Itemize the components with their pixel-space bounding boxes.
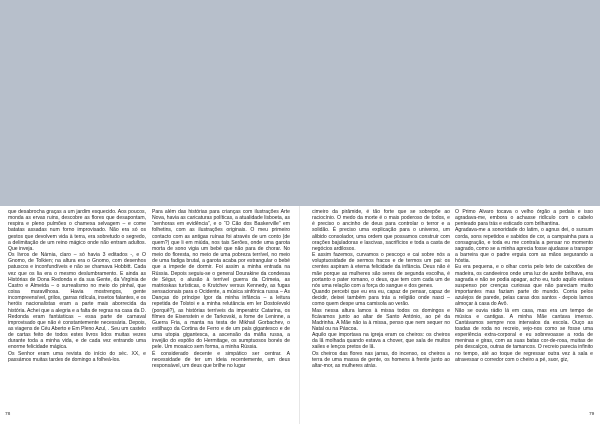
- paragraph: É considerado decente e simpático ser centrar. A necessidade de ter um ideia recentemente, um deus responsável, um deus que brilhe no lugar: [152, 350, 290, 369]
- paragraph: Agradava-me a sonoridade do latim, o agnus dei, o sursum corda, sons repetidos e sabidos de cor, a campainha para a consagração, e toda eu me contraía a pensar no momento sagrado, como se a minha aprecia fosse ajudasse a transpor a barreira que o padre erguia com as mãos segurando a hóstia.: [455, 227, 593, 265]
- text-column-3: [312, 209, 450, 415]
- text-column-1: [8, 209, 146, 415]
- paragraph: Aquilo que importava na igreja eram os cheiros: os cheiros da lã molhada quando estava a chover, que saía de muitos xailes e lenços pretos de lã.: [312, 332, 450, 351]
- paragraph: Os cheiros das flores nas jarras, do incenso, os cheiros a terra de uma massa de gente, os homens à frente junto ao altar-mor, as mulheres atrás.: [312, 350, 450, 369]
- text-column-4: [455, 209, 593, 415]
- paragraph: Os Senhor eram uma revista do início do séc. XX, e passámos muitas tardes de domingo a folheá-los.: [8, 350, 146, 363]
- header-photo: [0, 0, 600, 206]
- paragraph: Quando percebi que eu era eu, capaz de pensar, capaz de decidir, deixei também para trás a religião onde nasci – como quem despe uma camisola ao verão.: [312, 289, 450, 308]
- page-number-right: 79: [589, 412, 595, 417]
- page-fold: [299, 206, 300, 424]
- page-number-left: 78: [5, 412, 11, 417]
- paragraph: Mas nessa altura lamos à missa todos os domingos e ficávamos junto ao altar de Santo António, ao pé da Madrinha. A Mãe não ia à missa, penso que nem sequer no Natal ou na Páscoa.: [312, 307, 450, 332]
- paragraph: Para além das histórias para crianças com ilustrações Arte Nova, havia as caricaturas políticas, a atualidade lisboeta, as “senhoras em evidência”, e o “O Cão dos Baskerville” em folhetins, com as ilustrações originais. O meu primeiro contacto com as antigas ruínas foi através de um conto (de quem?) que li em miúda, nos tais Serões, onde uma garota morta de sono vigia um bebé que não para de chorar. No meio do floresta, no meio de uma pobreza terrível, no meio de uma fadiga brutal, a garota acaba por estrangular o bebé que a impede de dormir. Foi assim a minha entrada na Rússia. Depois seguiu-se o general Dourakine da condessa de Ségur, o alusão à terrível guerra da Crimeia, as matrioskas turísticas, o Krutchev versus Kennedy, as fugas sensacionais para o Ocidente, a música sinfónica russa – As Danças do príncipe Igor da minha infância – a leitura repetida de Tolstoi e a minha relutância em ler Dostoïevski (porquê?), as histórias terríveis da imperatriz Catarina, os filmes de Eisenstein e de Tarkovski, a fome de Leninne, a Guerra Fria, a manta na testa de Mikhail Gorbachev, o estilhaço da Cortina de Ferro e de um país gigantesco e de uma utopia gigantesca, a ascensão da máfia russa, a invejão do espólio do Hermitage, os sumptuosos bonés de pele. Um mosaico sem forma, a minha Rússia.: [152, 209, 290, 351]
- paragraph: que desabrocha graças a um jardim esquecido. Aos poucos, monda as ervas ruins, descobre as flores que desapontam, respira e pleno pulmões o chamexa selvagem – e come batatas assadas num forno improvisado. Não era só os gestos que devolvem vida à terra, era sobretudo o segredo, a delimitação de um reino mágico onde não entram adultos. Que inveja.: [8, 209, 146, 252]
- paragraph: Eu era pequena, e o olhar corria pelo teto de caixotões de madeira, os candeeiros onde uma luz de azeite brilhava, era sagrada e não se podia apagar, acho eu, tudo aquilo estava suspenso por crenças curiosas que não pareciam muito importantes mas faziam parte do mundo. Corria pelos azulejos de parede, pelas caras dos santos - depois lamos almoçar à casa do Avô.: [455, 264, 593, 308]
- paragraph: Não se ouvia rádio lá em casa, mas era um tempo de música e cantigas. A minha Mãe cantava imenso. Cantávamos sempre nos intervalos da escola. Ouço as toadas de roda no recreio, vejo-nos como se fosse uma experiência extra-corporal e eu sobrevoasse a roda de meninas e giras, com as suas batas cor-de-rosa, muitas de pés descalços, outras de tamancos. O recreio parecia infinito no tempo, até ao toque de regressar outra vez à sala e atravessar o corredor com o cheiro a pé, suor, giz,: [455, 307, 593, 363]
- text-column-2: [152, 209, 290, 415]
- paragraph: cimeiro da pirâmide, é tão forte que se sobrepõe ao raciocínio. O medo da morte é o mais poderoso de todos, e é preciso o ancinho de deus para controlar o terror e a solidão. É preciso uma explicação para o universo, um alibido consolador, uma ordem que possamos construir com orações bajuladoras e lascivas, sacrifícios e toda a casta de negócios ardilosos.: [312, 209, 450, 252]
- paragraph: O Primo Álvaro tocava o velho órgão a pedais e isso agradava-me, embora o achasse ridículo com o cabelo penteado para trás e esticado com brilhantina.: [455, 209, 593, 228]
- paragraph: E assim fazemos, curvamos o pescoço e cai sobre nós a voluptuosidade de sermos fracos e de termos um pai: os crentes aspiram à eterna felicidade da infância. Deus não é mãe porque as mulheres são seres de segunda escolha, é portanto o pater romano, o deus, que tem com cada um de nós uma relação com a força do sangue e dos genes.: [312, 252, 450, 289]
- paragraph: Os livros de Nárnia, claro – só havia 3 editados -, e O Gnomo, de Tolkien; na altura era o Gnomo, com desenhos patuscos e inconfundíveis e não se chamava Hobbitt. Cada vez que os lia era o mesmo deslumbramento. E ainda as Histórias de Dona Redonda e da sua Gente, da Virgínia de Castro e Almeida – o surrealismo no meio do pinhal, que coisa maravilhosa. Havia mostrengos, gente incompreensível, grilos, garras ridícula, insetos falantes, e os heróis nacionalistas eram a parte mais aborrecida da história. Achei que a alegria e a falta de regras na casa da D. Redonda eram fantásticas – essa parte de carnaval improvisado que não é constantemente necessária. Depois, as viagens de Céu Aberto e Em Pleno Azul, . Seu um castelo de cartas feito de todos estes livros lidos muitas vezes durante toda a minha vida, e de cada vez entrando uma enorme felicidade mágica.: [8, 252, 146, 351]
